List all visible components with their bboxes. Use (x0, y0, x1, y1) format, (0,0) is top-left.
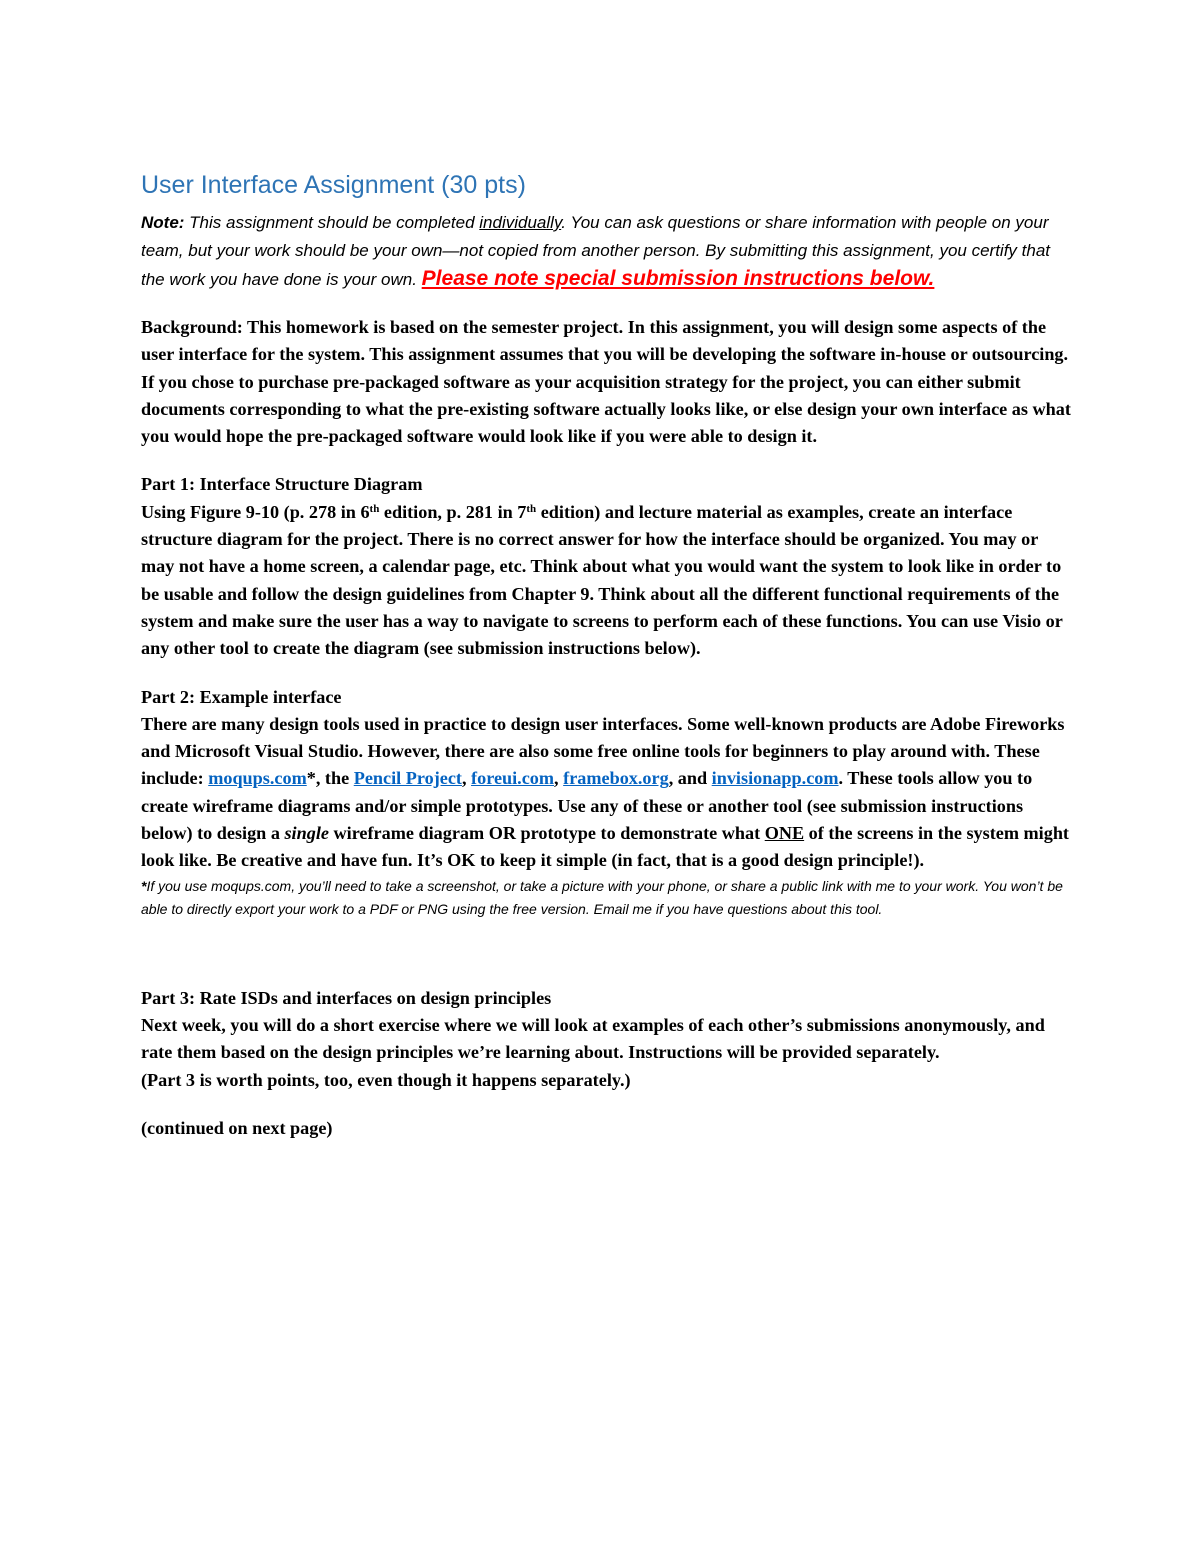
note-label: Note: (141, 213, 185, 232)
pencil-project-link[interactable]: Pencil Project (353, 768, 462, 789)
part1-label: Part 1: (141, 474, 196, 495)
part2-text-1: There are many design tools used in practice to design user interfaces. Some well-known products are Adobe Fireworks and Microsoft Visual Studio. However, there are also some free online tools for beginners to play around with. These include: (141, 713, 1065, 789)
part2-heading (141, 684, 1071, 711)
part1-sup-1: th (369, 502, 380, 515)
background-label: Background: (141, 317, 243, 337)
part1-heading-text: Interface Structure Diagram (195, 474, 423, 495)
part2-single: single (284, 823, 329, 844)
part1-heading (141, 471, 1071, 498)
footnote-text: If you use moqups.com, you’ll need to take a screenshot, or take a picture with your phone, or share a public link with me to your work. You won’t be able to directly export your work to a PDF or PNG using the free version. Email me if you have questions about this tool. (141, 877, 1063, 918)
framebox-link[interactable]: framebox.org (563, 768, 669, 789)
special-instructions-note: Please note special submission instructions below. (421, 267, 935, 290)
part2-text-7: wireframe diagram OR prototype to demonstrate what (328, 823, 765, 844)
page-title: User Interface Assignment (30 pts) (141, 171, 526, 199)
document-body (141, 167, 1071, 1163)
part1-text-2: edition, p. 281 in 7 (379, 501, 527, 522)
part3-heading (141, 985, 1071, 1012)
part2-text-6: . These tools allow you to create wireframe diagrams and/or simple prototypes. Use any of these or another tool (see submission instructions below) to design a (141, 768, 1033, 844)
note-text-1: This assignment should be completed (184, 213, 480, 232)
part2-text-2: *, the (306, 768, 354, 789)
note-paragraph (141, 209, 1071, 294)
part3-heading-text: Rate ISDs and interfaces on design principles (195, 987, 552, 1008)
part1-text-3: edition) and lecture material as examples, create an interface structure diagram for the project. There is no correct answer for how the interface should be organized. You may or may not have a home screen, a calendar page, etc. Think about what you would want the system to look like in order to be usable and follow the design guidelines from Chapter 9. Think about all the different functional requirements of the system and make sure the user has a way to navigate to screens to perform each of these functions. You can use Visio or any other tool to create the diagram (see submission instructions below). (141, 501, 1063, 659)
footnote-star: * (141, 877, 147, 894)
part2-text-3: , (461, 768, 472, 789)
moqups-link[interactable]: moqups.com (208, 768, 307, 789)
note-text-2: . You can ask questions or share information with people on your team, but your work should be your own—not copied from another person. By submitting this assignment, you certify that the work you have done is your own. (141, 213, 1051, 289)
foreui-link[interactable]: foreui.com (471, 768, 555, 789)
part2-text-4: , (554, 768, 564, 789)
note-individually: individually (479, 213, 562, 232)
part3-label: Part 3: (141, 987, 196, 1008)
part2-heading-text: Example interface (195, 686, 342, 707)
part2-text-8: of the screens in the system might look like. Be creative and have fun. It’s OK to keep it simple (in fact, that is a good design principle!). (141, 823, 1069, 871)
part2-section (141, 684, 1071, 875)
background-paragraph (141, 314, 1071, 450)
invisionapp-link[interactable]: invisionapp.com (711, 768, 839, 789)
part2-one: ONE (764, 823, 805, 844)
part1-text-1: Using Figure 9-10 (p. 278 in 6 (141, 501, 370, 522)
moqups-footnote (141, 875, 1071, 922)
background-text: This homework is based on the semester project. In this assignment, you will design some aspects of the user interface for the system. This assignment assumes that you will be developing the software in-house or outsourcing. If you chose to purchase pre-packaged software as your acquisition strategy for the project, you can either submit documents corresponding to what the pre-existing software actually looks like, or else design your own interface as what you would hope the pre-packaged software would look like if you were able to design it. (141, 317, 1071, 447)
part3-section (141, 985, 1071, 1094)
part2-label: Part 2: (141, 686, 196, 707)
part1-sup-2: th (526, 502, 537, 515)
continued-note: (continued on next page) (141, 1117, 333, 1138)
part2-text-5: , and (668, 768, 712, 789)
part3-text: Next week, you will do a short exercise where we will look at examples of each other’s submissions anonymously, and rate them based on the design principles we’re learning about. Instructions will be provided separately. (141, 1014, 1045, 1063)
part3-note: (Part 3 is worth points, too, even though it happens separately.) (141, 1069, 631, 1090)
part1-section (141, 471, 1071, 662)
